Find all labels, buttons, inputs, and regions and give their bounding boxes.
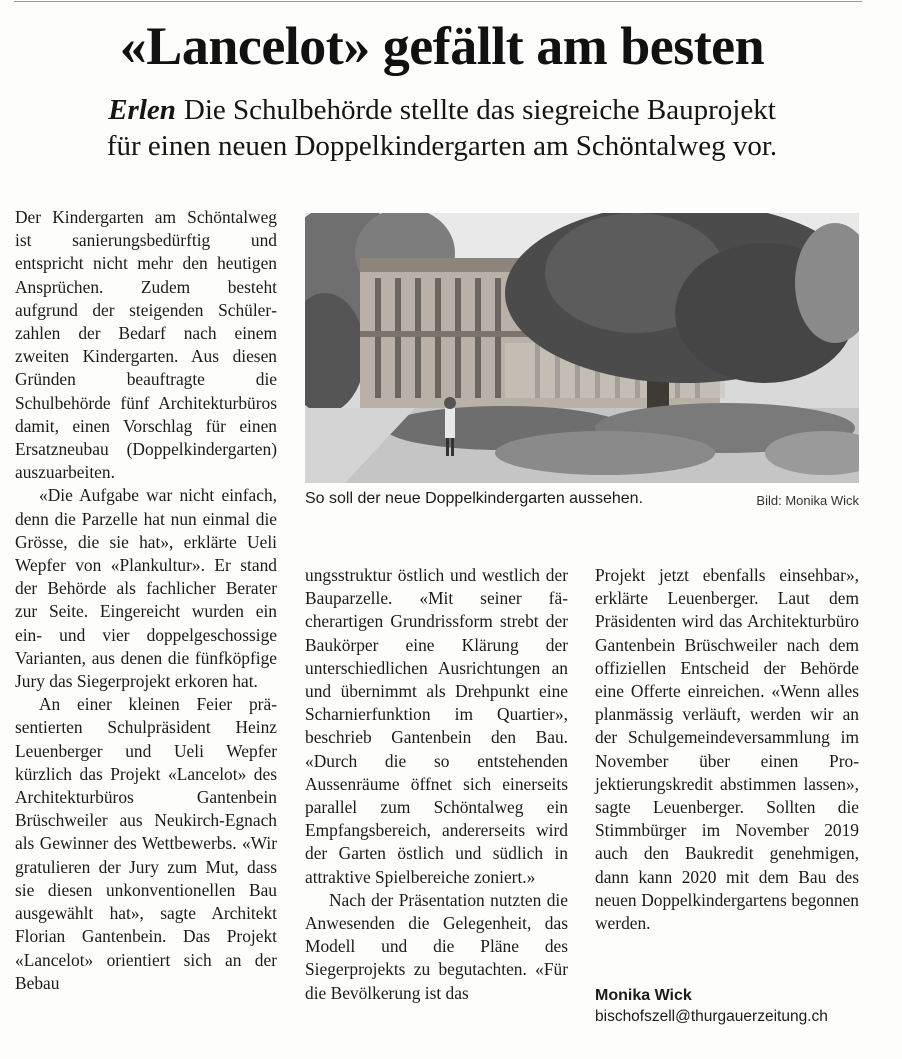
text-column-2: [305, 564, 568, 1005]
text-column-1: [15, 206, 277, 995]
photo-caption: [305, 488, 859, 512]
author-name: Monika Wick: [595, 987, 692, 1004]
lead-line-1: [0, 92, 884, 128]
text-column-3: [595, 564, 859, 935]
author-block: [595, 986, 828, 1028]
paragraph: An einer kleinen Feier präsentierten Schulpräsident Heinz Leuenberger und Ueli Wepfer kürzlich das Projekt «Lancelot» des Architekturbüros Gantenbein Brüschweiler aus Neukirch-Egnach als Gewinner des Wettbewerbs. «Wir gratulieren der Jury zum Mut, dass sie diesen unkonventionellen Bau ausgewählt hat», sagte Architekt Florian Gantenbein. Das Projekt «Lancelot» orientiert sich an der Bebau: [15, 694, 277, 993]
lead-line-2: für einen neuen Doppelkindergarten am Schöntalweg vor.: [106, 130, 778, 162]
article-photo: [305, 213, 859, 483]
paragraph: ungsstruktur östlich und westlich der Bauparzelle. «Mit seiner fächerartigen Grundrissform strebt der Baukörper eine Klärung der unterschiedlichen Ausrichtungen an und übernimmt als Drehpunkt eine Scharnierfunktion im Quartier», beschrieb Gantenbein den Bau. «Durch die so entstehenden Aussenräume öffnet sich einerseits parallel zum Schöntalweg ein Empfangsbereich, andererseits wird der Garten östlich und südlich in attraktive Spielbereiche zoniert.»: [305, 565, 568, 887]
top-rule: [14, 1, 862, 2]
lead-text-1: Die Schulbehörde stellte das siegreiche Bauprojekt: [183, 94, 776, 126]
photo-illustration: [305, 213, 859, 483]
lead: [0, 92, 884, 164]
paragraph: «Die Aufgabe war nicht einfach, denn die Parzelle hat nun einmal die Grösse, die sie hat», erklärte Ueli Wepfer von «Plankultur». Er stand der Behörde als fachlicher Berater zur Seite. Eingereicht wurden ein ein- und vier doppelgeschossige Varianten, aus denen die fünfköpfige Jury das Siegerprojekt erkoren hat.: [15, 485, 277, 692]
paragraph: Projekt jetzt ebenfalls einsehbar», erklärte Leuenberger. Laut dem Präsidenten wird das Architekturbüro Gantenbein Brüschweiler nach dem offiziellen Entscheid der Behörde eine Offerte einreichen. «Wenn alles planmässig verläuft, werden wir an der Schulgemeindeversammlung im November über einen Projektierungskredit abstimmen lassen», sagte Leuenberger. Sollten die Stimmbürger im November 2019 auch den Baukredit genehmigen, dann kann 2020 mit dem Bau des neuen Doppelkindergartens begonnen werden.: [595, 565, 859, 934]
author-email[interactable]: bischofszell@thurgauerzeitung.ch: [595, 1008, 828, 1025]
paragraph: Nach der Präsentation nutzten die Anwesenden die Gelegenheit, das Modell und die Pläne des Siegerprojekts zu begutachten. «Für die Bevölkerung ist das: [305, 889, 568, 1003]
photo-credit: Bild: Monika Wick: [756, 493, 859, 508]
paragraph: Der Kindergarten am Schöntalweg ist sanierungsbedürftig und entspricht nicht mehr den heutigen Ansprüchen. Zudem besteht aufgrund der steigenden Schülerzahlen der Bedarf nach einem zweiten Kindergarten. Aus diesen Gründen beauftragte die Schulbehörde fünf Architekturbüros damit, einen Vorschlag für einen Ersatzneubau (Doppelkindergarten) auszuarbeiten.: [15, 207, 277, 483]
lead-place: Erlen: [108, 94, 176, 126]
headline: «Lancelot» gefällt am besten: [119, 16, 765, 76]
caption-text: So soll der neue Doppelkindergarten aussehen.: [305, 490, 644, 507]
